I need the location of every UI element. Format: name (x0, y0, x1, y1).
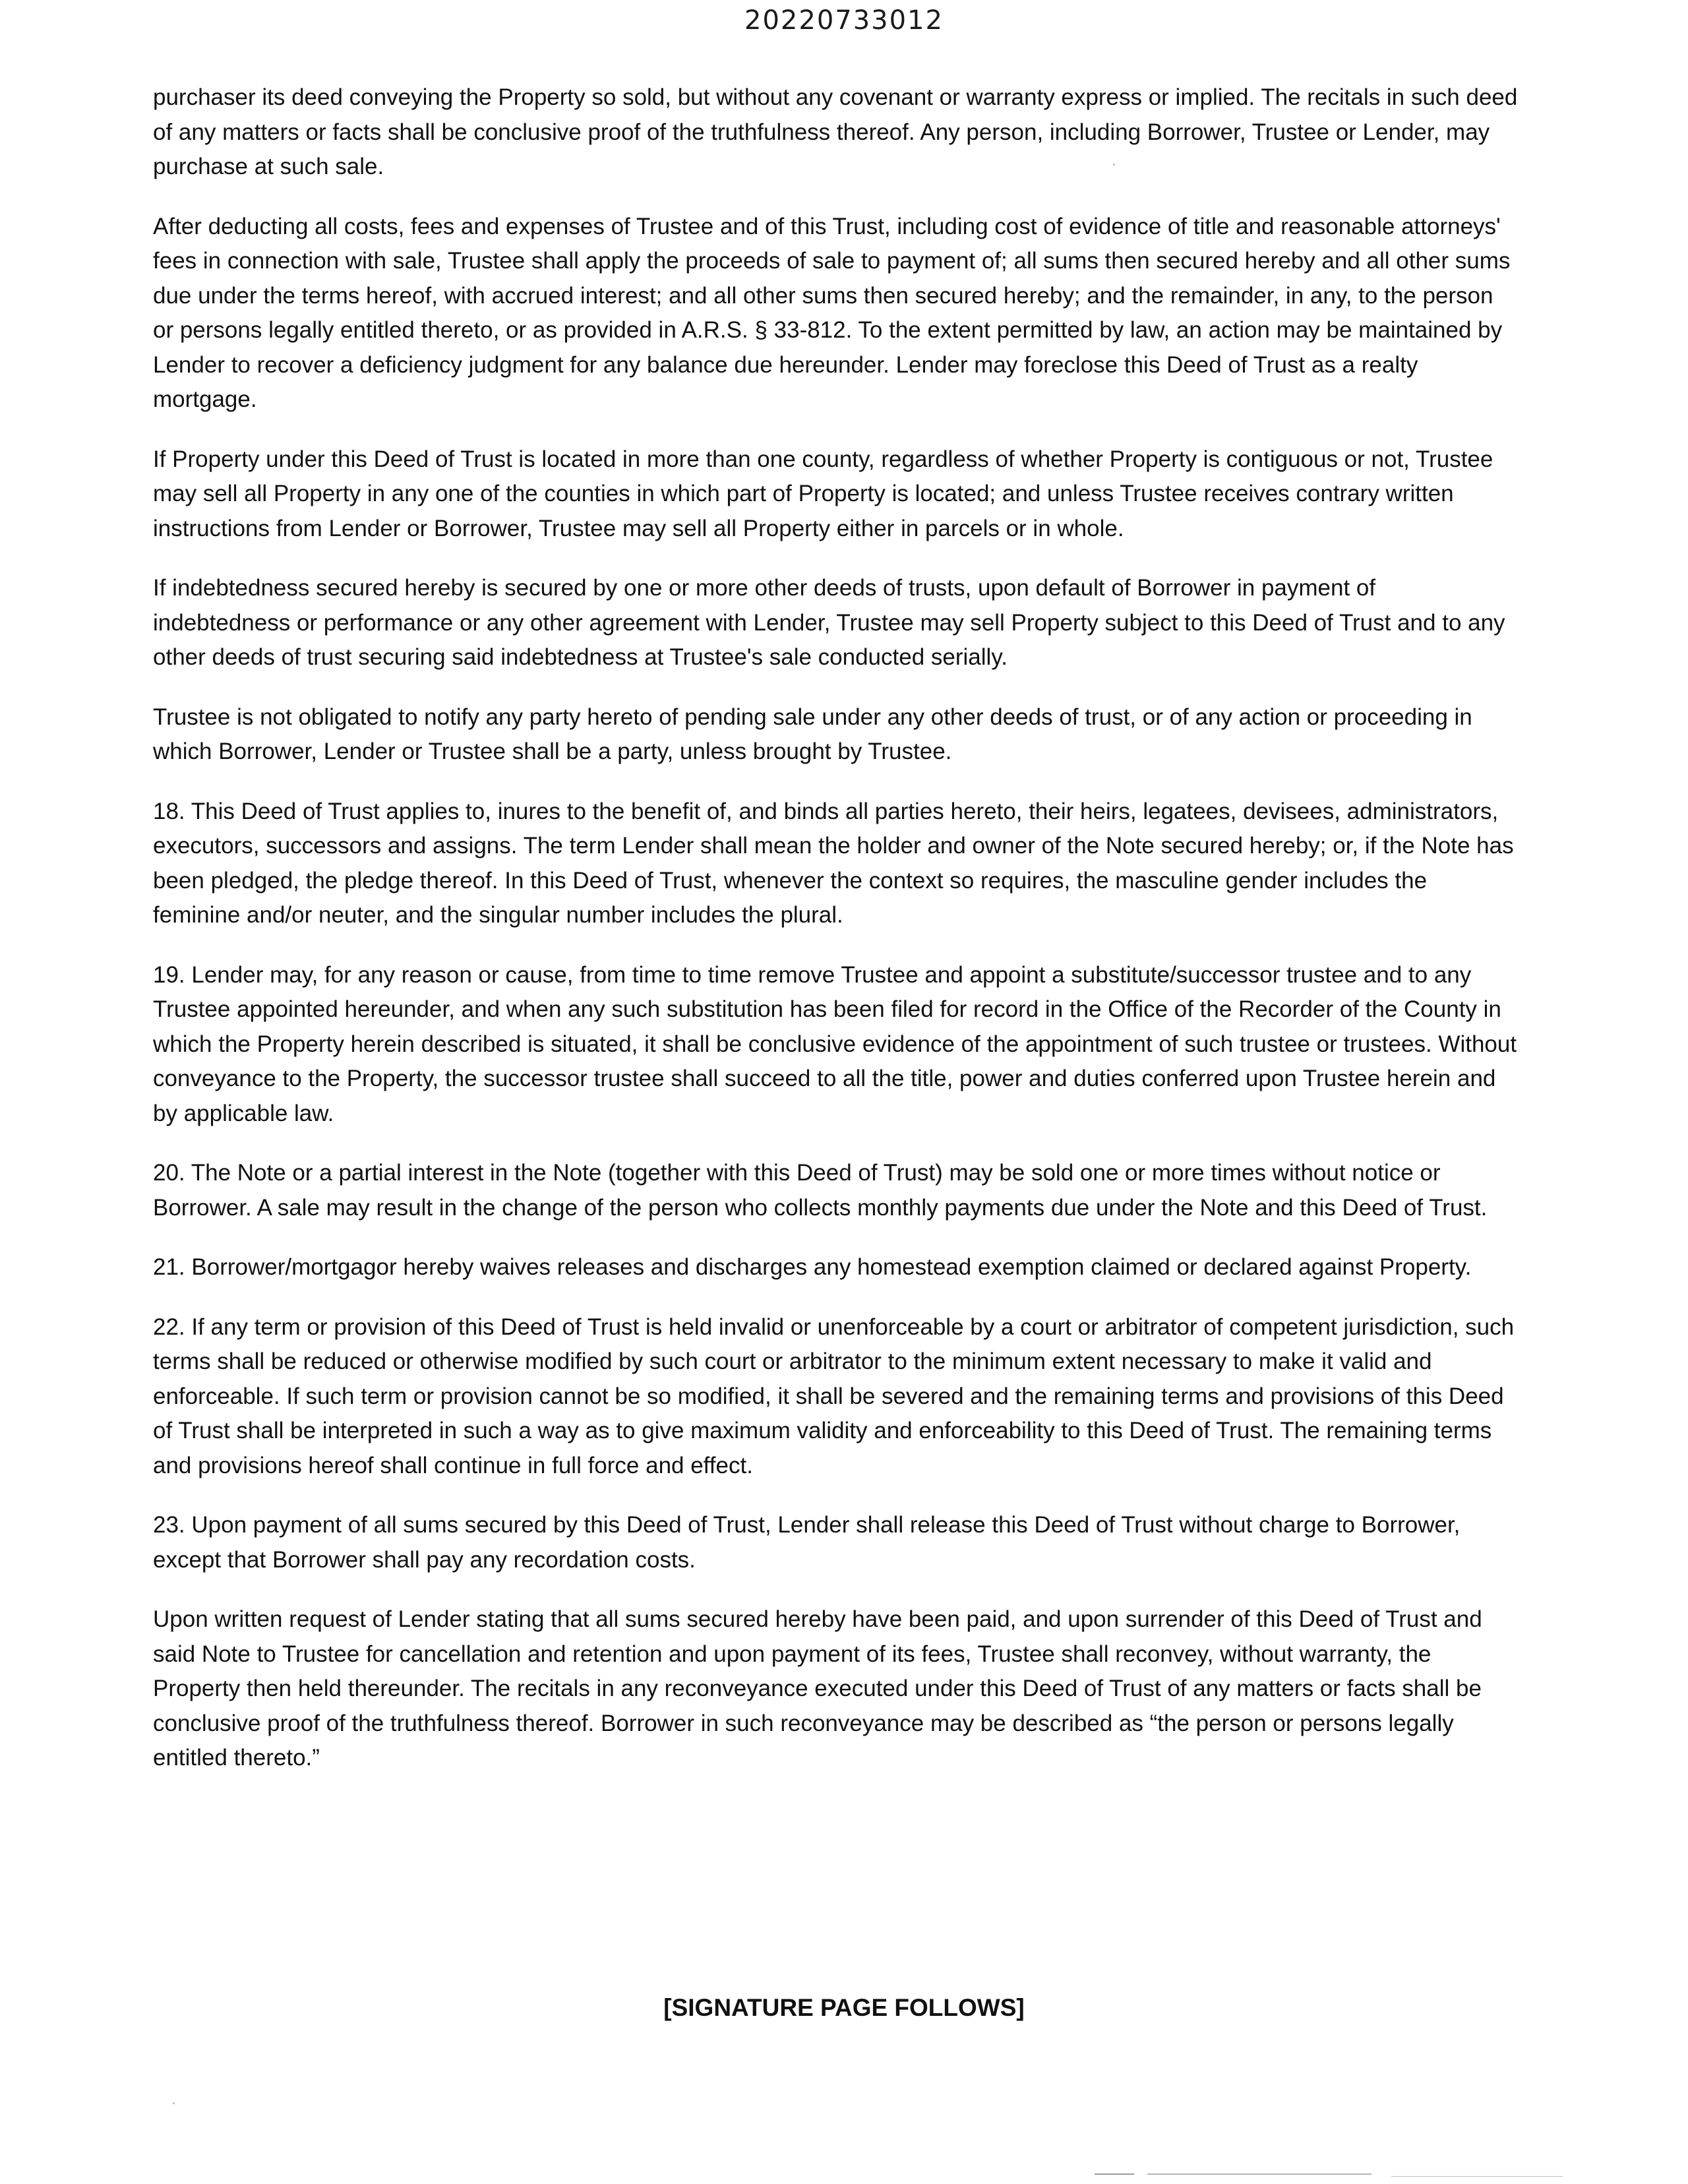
paragraph-section-19: 19. Lender may, for any reason or cause, from time to time remove Trustee and appoint a substitute/successor trustee and to any Trustee appointed hereunder, and when any such substitution has been filed for record in the Office of the Recorder of the County in which the Property herein described is situated, it shall be conclusive evidence of the appointment of such trustee or trustees. Without conveyance to the Property, the successor trustee shall succeed to all the title, power and duties conferred upon Trustee herein and by applicable law. (153, 961, 1517, 1126)
scan-artifact-line (1391, 2176, 1563, 2177)
scan-speck (173, 2102, 175, 2104)
signature-page-notice: [SIGNATURE PAGE FOLLOWS] (663, 1994, 1025, 2021)
paragraph-other-deeds: If indebtedness secured hereby is secured by one or more other deeds of trusts, upon default of Borrower in payment of indebtedness or performance or any other agreement with Lender, Trustee may sell Property subject to this Deed of Trust and to any other deeds of trust securing said indebtedness at Trustee's sale conducted serially. (153, 575, 1505, 670)
scan-artifact-line (1147, 2173, 1372, 2175)
paragraph-trustee-notice: Trustee is not obligated to notify any party hereto of pending sale under any other deeds of trust, or of any action or proceeding in which Borrower, Lender or Trustee shall be a party, unless brought by Trustee. (153, 704, 1472, 764)
paragraph-section-21: 21. Borrower/mortgagor hereby waives releases and discharges any homestead exemption claimed or declared against Property. (153, 1254, 1472, 1280)
paragraph-section-22: 22. If any term or provision of this Deed of Trust is held invalid or unenforceable by a court or arbitrator of competent jurisdiction, such terms shall be reduced or otherwise modified by such court or arbitrator to the minimum extent necessary to make it valid and enforceable. If such term or provision cannot be so modified, it shall be severed and the remaining terms and provisions of this Deed of Trust shall be interpreted in such a way as to give maximum validity and enforceability to this Deed of Trust. The remaining terms and provisions hereof shall continue in full force and effect. (153, 1314, 1515, 1478)
scan-speck (1113, 164, 1115, 166)
scan-artifact-line (1095, 2173, 1134, 2175)
document-body (153, 80, 1518, 1776)
paragraph-section-18: 18. This Deed of Trust applies to, inures to the benefit of, and binds all parties hereto, their heirs, legatees, devisees, administrators, executors, successors and assigns. The term Lender shall mean the holder and owner of the Note secured hereby; or, if the Note has been pledged, the pledge thereof. In this Deed of Trust, whenever the context so requires, the masculine gender includes the feminine and/or neuter, and the singular number includes the plural. (153, 798, 1514, 928)
paragraph-sale-deed: purchaser its deed conveying the Property so sold, but without any covenant or warranty express or implied. The recitals in such deed of any matters or facts shall be conclusive proof of the truthfulness thereof. Any person, including Borrower, Trustee or Lender, may purchase at such sale. (153, 84, 1518, 179)
paragraph-multiple-counties: If Property under this Deed of Trust is located in more than one county, regardless of whether Property is contiguous or not, Trustee may sell all Property in any one of the counties in which part of Property is located; and unless Trustee receives contrary written instructions from Lender or Borrower, Trustee may sell all Property either in parcels or in whole. (153, 446, 1493, 541)
paragraph-proceeds: After deducting all costs, fees and expenses of Trustee and of this Trust, including cost of evidence of title and reasonable attorneys' fees in connection with sale, Trustee shall apply the proceeds of sale to payment of; all sums then secured hereby and all other sums due under the terms hereof, with accrued interest; and all other sums then secured hereby; and the remainder, in any, to the person or persons legally entitled thereto, or as provided in A.R.S. § 33-812. To the extent permitted by law, an action may be maintained by Lender to recover a deficiency judgment for any balance due hereunder. Lender may foreclose this Deed of Trust as a realty mortgage. (153, 213, 1511, 412)
paragraph-section-20: 20. The Note or a partial interest in the Note (together with this Deed of Trust) may be sold one or more times without notice or Borrower. A sale may result in the change of the person who collects monthly payments due under the Note and this Deed of Trust. (153, 1160, 1488, 1221)
paragraph-section-23: 23. Upon payment of all sums secured by this Deed of Trust, Lender shall release this Deed of Trust without charge to Borrower, except that Borrower shall pay any recordation costs. (153, 1512, 1461, 1573)
paragraph-reconveyance: Upon written request of Lender stating that all sums secured hereby have been paid, and upon surrender of this Deed of Trust and said Note to Trustee for cancellation and retention and upon payment of its fees, Trustee shall reconvey, without warranty, the Property then held thereunder. The recitals in any reconveyance executed under this Deed of Trust of any matters or facts shall be conclusive proof of the truthfulness thereof. Borrower in such reconveyance may be described as “the person or persons legally entitled thereto.” (153, 1606, 1482, 1771)
document-number: 20220733012 (744, 5, 944, 36)
